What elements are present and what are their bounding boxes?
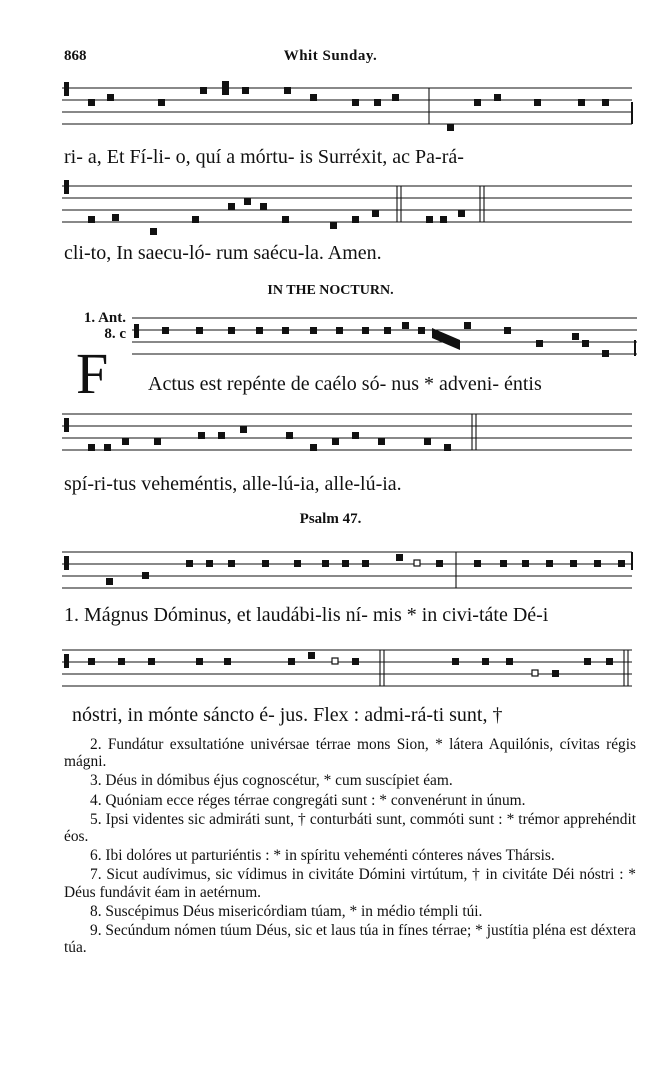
psalm-line-2: nóstri, in mónte sáncto é- jus. Flex : admi-rá-ti sunt, † [72, 704, 503, 726]
chant-staff-5 [62, 544, 634, 600]
chant-staff-2 [62, 176, 634, 236]
running-title: Whit Sunday. [283, 48, 378, 64]
verse-2: 2. Fundátur exsultatióne univérsae térrae mons Sion, * látera Aquilónis, cívitas régis mágni. [64, 736, 636, 771]
psalm-title: Psalm 47. [299, 511, 362, 527]
antiphon-lyrics-1: Actus est repénte de caélo só- nus * adveni- éntis [148, 373, 542, 395]
verse-3: 3. Déus in dómibus éjus cognoscétur, * cum suscípiet éam. [90, 772, 453, 790]
psalm-line-1: 1. Mágnus Dóminus, et laudábi-lis ní- mis * in civi-táte Dé-i [64, 604, 549, 626]
verse-6: 6. Ibi dolóres ut parturiéntis : * in spíritu veheménti cónteres náves Thársis. [90, 847, 555, 865]
verse-9: 9. Secúndum nómen túum Déus, sic et laus túa in fínes térrae; * justítia pléna est déxtera túa. [64, 922, 636, 957]
chant-staff-3 [132, 304, 642, 364]
page-number: 868 [64, 48, 87, 64]
lyrics-line-2: cli-to, In saecu-ló- rum saécu-la. Amen. [64, 242, 382, 264]
antiphon-mode: 8. c [104, 326, 126, 342]
antiphon-initial: F [76, 341, 109, 406]
antiphon-label [66, 310, 126, 342]
chant-staff-4 [62, 404, 634, 470]
psalm-verses [64, 736, 636, 956]
section-heading: IN THE NOCTURN. [267, 283, 394, 298]
lyrics-line-1: ri- a, Et Fí-li- o, quí a mórtu- is Surréxit, ac Pa-rá- [64, 146, 464, 168]
verse-8: 8. Suscépimus Déus misericórdiam túam, * in médio témpli túi. [90, 902, 483, 920]
chant-staff-6 [62, 642, 634, 698]
verse-5: 5. Ipsi videntes sic admiráti sunt, † conturbáti sunt, commóti sunt : * trémor apprehéndit éos. [64, 810, 636, 846]
verse-7: 7. Sicut audívimus, sic vídimus in civitáte Dómini virtútum, † in civitáte Déi nóstri : * Déus fundávit éam in aetérnum. [64, 866, 636, 901]
verse-4: 4. Quóniam ecce réges térrae congregáti sunt : * convenérunt in únum. [90, 791, 526, 809]
antiphon-number: 1. Ant. [83, 310, 126, 326]
chant-staff-1 [62, 72, 634, 132]
antiphon-lyrics-2: spí-ri-tus veheméntis, alle-lú-ia, alle-lú-ia. [64, 473, 402, 495]
